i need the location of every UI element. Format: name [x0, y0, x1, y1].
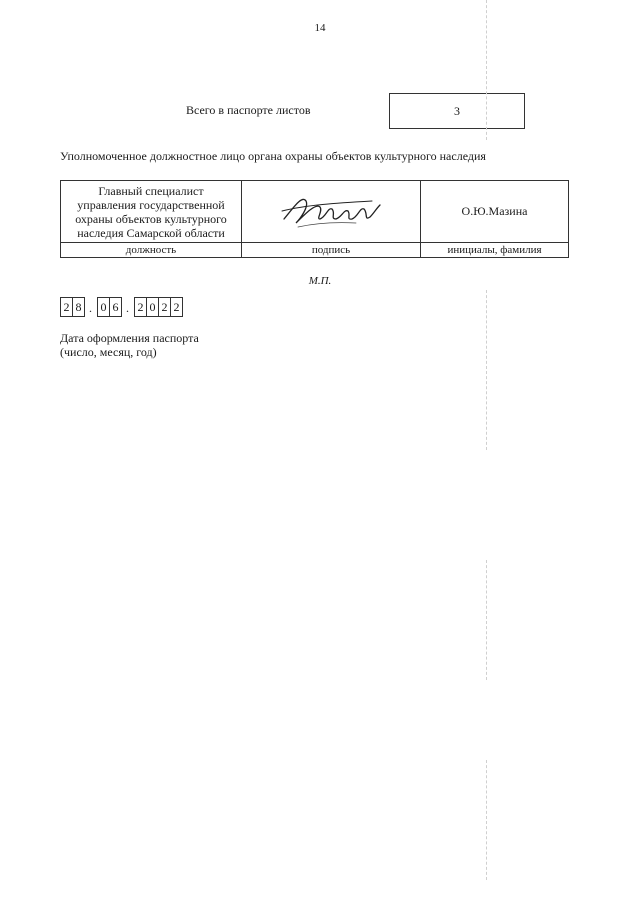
position-line: Главный специалист: [98, 183, 204, 198]
date-caption: [60, 331, 199, 359]
date-month: [97, 297, 121, 317]
date-digit: 6: [109, 297, 122, 317]
date-separator: .: [126, 301, 129, 315]
stamp-mark: М.П.: [308, 275, 332, 287]
scan-artifact-line: [486, 560, 487, 680]
position-line: охраны объектов культурного: [75, 211, 227, 226]
date-digit: 8: [72, 297, 85, 317]
position-line: наследия Самарской области: [77, 225, 225, 240]
position-line: управления государственной: [77, 197, 225, 212]
date-digit: 2: [60, 297, 73, 317]
date-digit: 2: [170, 297, 183, 317]
date-year: [134, 297, 182, 317]
name-cell: О.Ю.Мазина: [421, 181, 569, 243]
signature-cell: [242, 181, 421, 243]
date-digit: 2: [134, 297, 147, 317]
date-caption-line: (число, месяц, год): [60, 345, 157, 359]
date-digit: 2: [158, 297, 171, 317]
official-heading: Уполномоченное должностное лицо органа охраны объектов культурного наследия: [60, 149, 486, 163]
scan-artifact-line: [486, 0, 487, 140]
date-separator: .: [89, 301, 92, 315]
position-cell: [61, 181, 242, 243]
handwritten-signature: [276, 189, 386, 231]
issue-date: [60, 297, 187, 317]
date-digit: 0: [97, 297, 110, 317]
page-number: 14: [314, 22, 326, 34]
date-caption-line: Дата оформления паспорта: [60, 331, 199, 345]
position-caption: должность: [61, 243, 242, 258]
sheets-count-label: Всего в паспорте листов: [186, 103, 311, 117]
date-digit: 0: [146, 297, 159, 317]
date-day: [60, 297, 84, 317]
signature-caption: подпись: [242, 243, 421, 258]
scan-artifact-line: [486, 760, 487, 880]
scan-artifact-line: [486, 290, 487, 450]
signature-table: [60, 180, 569, 258]
name-caption: инициалы, фамилия: [421, 243, 569, 258]
sheets-count-box: 3: [389, 93, 525, 129]
